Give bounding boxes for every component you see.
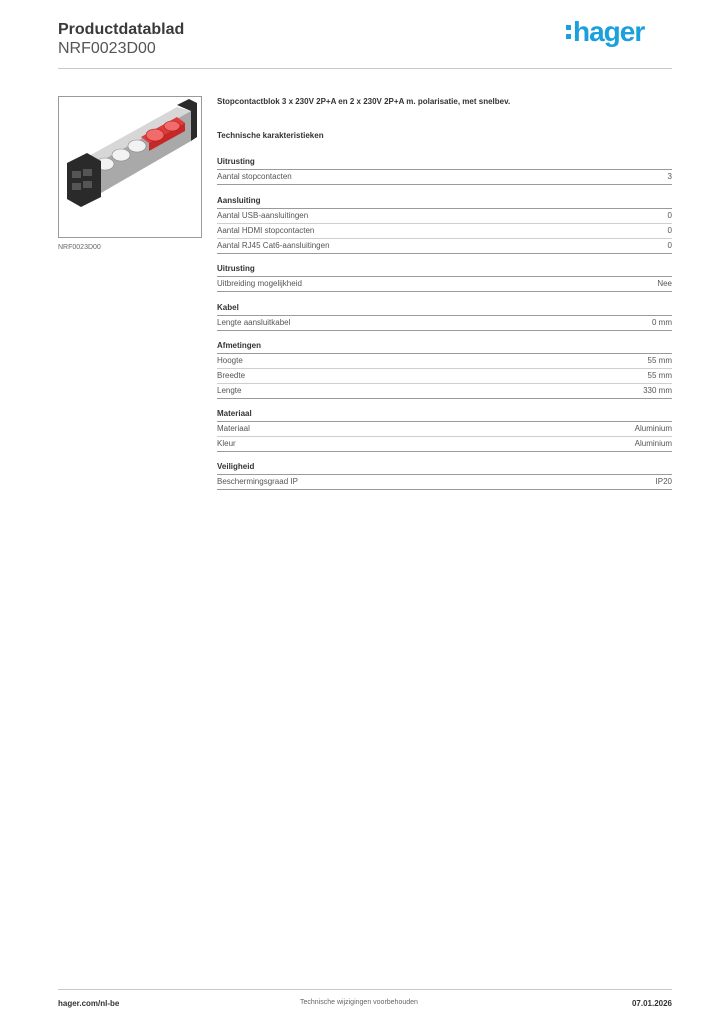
spec-label: Uitbreiding mogelijkheid [217,279,302,288]
spec-label: Hoogte [217,356,243,365]
spec-group-uitrusting-2 [217,263,672,292]
product-description: Stopcontactblok 3 x 230V 2P+A en 2 x 230V 2P+A m. polarisatie, met snelbev. [217,97,511,106]
spec-label: Lengte aansluitkabel [217,318,291,327]
spec-row [217,224,672,239]
footer-date: 07.01.2026 [631,999,672,1008]
spec-row [217,354,672,369]
spec-row [217,170,672,185]
spec-value: 0 mm [652,318,672,327]
product-caption: NRF0023D00 [58,244,101,251]
spec-group-afmetingen [217,340,672,399]
spec-label: Aantal RJ45 Cat6-aansluitingen [217,241,330,250]
group-heading: Aansluiting [217,195,672,209]
spec-label: Aantal USB-aansluitingen [217,211,309,220]
spec-value: Nee [657,279,672,288]
spec-value: 3 [667,172,672,181]
spec-group-kabel [217,302,672,331]
spec-value: 0 [667,226,672,235]
spec-row [217,239,672,254]
spec-value: 0 [667,241,672,250]
spec-value: 0 [667,211,672,220]
spec-row [217,277,672,292]
spec-group-materiaal [217,408,672,452]
spec-value: IP20 [655,477,672,486]
spec-row [217,437,672,452]
spec-group-uitrusting [217,156,672,185]
spec-label: Lengte [217,386,242,395]
tech-heading: Technische karakteristieken [217,131,324,140]
spec-group-aansluiting [217,195,672,254]
spec-row [217,422,672,437]
spec-value: Aluminium [634,439,672,448]
group-heading: Uitrusting [217,263,672,277]
spec-row [217,384,672,399]
product-image [58,96,202,238]
spec-label: Beschermingsgraad IP [217,477,298,486]
footer-website-link[interactable]: hager.com/nl-be [58,999,120,1008]
group-heading: Veiligheid [217,461,672,475]
spec-label: Breedte [217,371,246,380]
page-title: Productdatablad [58,21,185,38]
spec-row [217,475,672,490]
power-strip-icon [59,97,201,237]
hager-logo [566,17,644,47]
group-heading: Kabel [217,302,672,316]
spec-row [217,369,672,384]
group-heading: Uitrusting [217,156,672,170]
spec-label: Aantal stopcontacten [217,172,292,181]
spec-value: 330 mm [643,386,672,395]
header-divider [58,68,672,69]
spec-value: 55 mm [647,356,672,365]
spec-row [217,316,672,331]
group-heading: Afmetingen [217,340,672,354]
spec-value: 55 mm [647,371,672,380]
spec-row [217,209,672,224]
spec-label: Aantal HDMI stopcontacten [217,226,315,235]
group-heading: Materiaal [217,408,672,422]
logo-text: hager [573,16,645,47]
spec-label: Kleur [217,439,236,448]
spec-value: Aluminium [634,424,672,433]
logo-dots-icon [566,25,571,39]
spec-label: Materiaal [217,424,250,433]
product-code: NRF0023D00 [58,40,156,57]
spec-group-veiligheid [217,461,672,490]
footer-note: Technische wijzigingen voorbehouden [300,999,418,1006]
footer-divider [58,989,672,990]
